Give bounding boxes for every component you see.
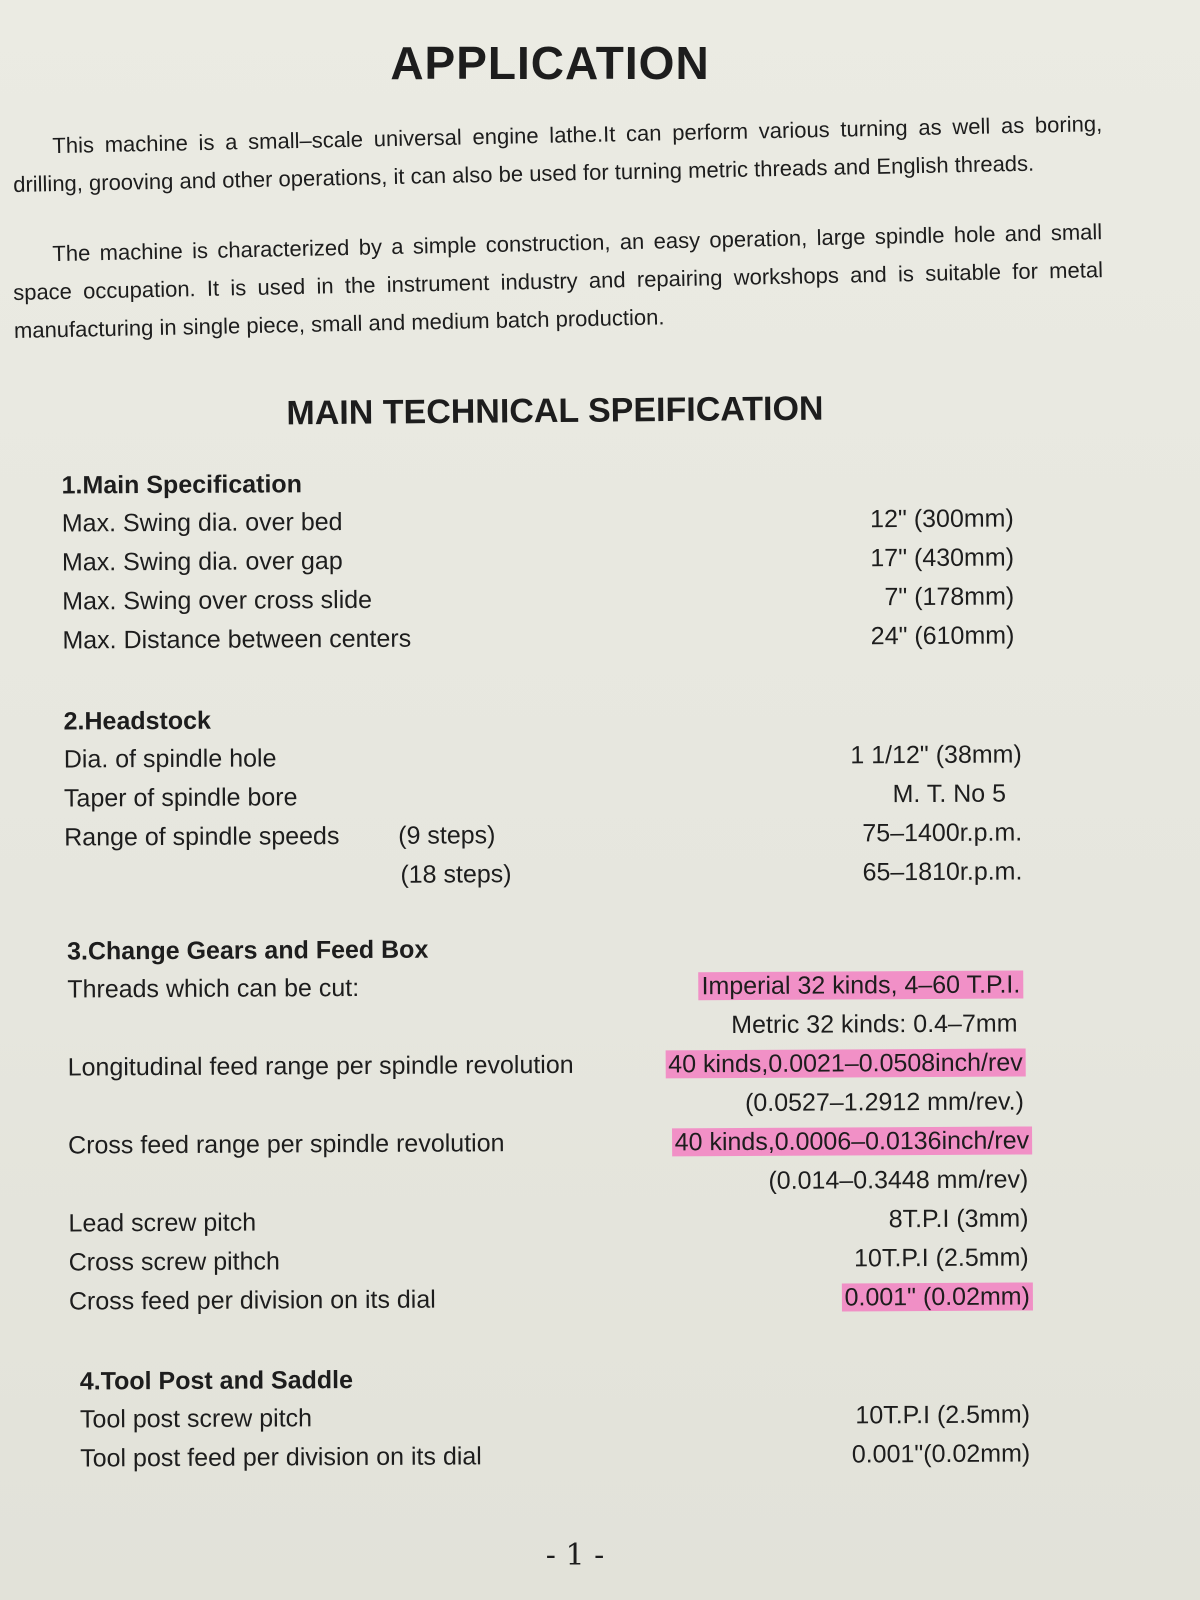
spec-value [841,1277,1033,1317]
spec-row [68,1121,1028,1165]
spec-label: Cross feed range per spindle revolution [68,1129,505,1160]
spec-label: Max. Distance between centers [62,624,412,655]
spec-value: M. T. No 5 [892,779,1007,809]
spec-label: Tool post feed per division on its dial [80,1442,482,1473]
spec-value: 24" (610mm) [870,621,1015,651]
spec-row [67,1004,1027,1048]
section-title: 2.Headstock [63,706,211,736]
spec-row [62,617,1014,661]
spec-label: Cross feed per division on its dial [68,1285,436,1316]
section-main-specification [61,462,1014,661]
spec-label: Taper of spindle bore [63,783,298,813]
spec-value [698,966,1023,1007]
spec-row [64,774,1022,818]
spec-row [67,965,1027,1009]
spec-row [68,1160,1028,1204]
section-title: 4.Tool Post and Saddle [79,1366,354,1396]
spec-row [80,1435,1030,1479]
spec-row [62,578,1014,622]
highlighted-value: 40 kinds,0.0021–0.0508inch/rev [665,1048,1026,1078]
spec-row [64,813,1022,857]
spec-value: 75–1400r.p.m. [862,818,1023,848]
spec-value: 10T.P.I (2.5mm) [854,1243,1029,1273]
page-title: APPLICATION [390,37,710,89]
section-title: 3.Change Gears and Feed Box [67,935,429,966]
spec-row [64,852,1022,896]
intro-paragraph-2: The machine is characterized by a simple construction, an easy operation, large spindle hole and small space occupation. It is used in the instrument industry and repairing workshops and is suitable for metal manufacturing in single piece, small and medium batch production. [12,219,1104,343]
spec-row [69,1238,1029,1282]
intro-paragraph-1: This machine is a small–scale universal engine lathe.It can perform various turning as well as boring, drilling, grooving and other operations, it can also be used for turning metric threads and English threads. [12,111,1103,197]
highlighted-value: Imperial 32 kinds, 4–60 T.P.I. [698,971,1023,1001]
section-title: 1.Main Specification [61,470,303,500]
spec-row [62,500,1014,544]
spec-row [69,1277,1029,1321]
spec-label: Cross screw pithch [68,1247,280,1277]
spec-row [80,1396,1030,1440]
section-change-gears [67,927,1029,1321]
spec-value [665,1043,1026,1084]
spec-row [68,1043,1028,1087]
spec-label: Threads which can be cut: [67,973,360,1004]
spec-label: Max. Swing dia. over gap [61,547,343,577]
section-headstock [63,697,1022,896]
spec-value: 17" (430mm) [870,543,1015,573]
spec-value: 10T.P.I (2.5mm) [855,1400,1031,1430]
spec-value: (0.014–0.3448 mm/rev) [768,1165,1029,1195]
steps-label: (9 steps) [398,821,496,850]
spec-value: 8T.P.I (3mm) [888,1204,1029,1234]
spec-row [68,1082,1028,1126]
spec-label: Tool post screw pitch [79,1404,313,1434]
spec-value: 0.001"(0.02mm) [851,1439,1031,1469]
highlighted-value: 0.001" (0.02mm) [841,1282,1032,1311]
spec-label: Range of spindle speeds [64,822,340,852]
spec-value: 12" (300mm) [870,504,1014,534]
spec-row [64,735,1022,779]
spec-row [68,1199,1028,1243]
spec-label: Dia. of spindle hole [63,744,277,774]
section-tool-post [80,1358,1031,1479]
steps-label: (18 steps) [400,860,512,889]
spec-label: Max. Swing over cross slide [62,585,373,616]
spec-value: (0.0527–1.2912 mm/rev.) [744,1087,1024,1117]
spec-label: Longitudinal feed range per spindle revolution [67,1050,574,1082]
spec-label: Lead screw pitch [68,1208,257,1238]
spec-value [672,1121,1033,1162]
spec-row [62,539,1014,583]
spec-value: 7" (178mm) [884,582,1015,612]
spec-value: Metric 32 kinds: 0.4–7mm [731,1009,1018,1040]
spec-value: 1 1/12" (38mm) [850,740,1022,770]
spec-heading: MAIN TECHNICAL SPEIFICATION [286,389,824,433]
page-number: - 1 - [545,1538,605,1573]
highlighted-value: 40 kinds,0.0006–0.0136inch/rev [672,1126,1033,1156]
spec-label: Max. Swing dia. over bed [61,508,343,538]
spec-value: 65–1810r.p.m. [862,857,1023,887]
